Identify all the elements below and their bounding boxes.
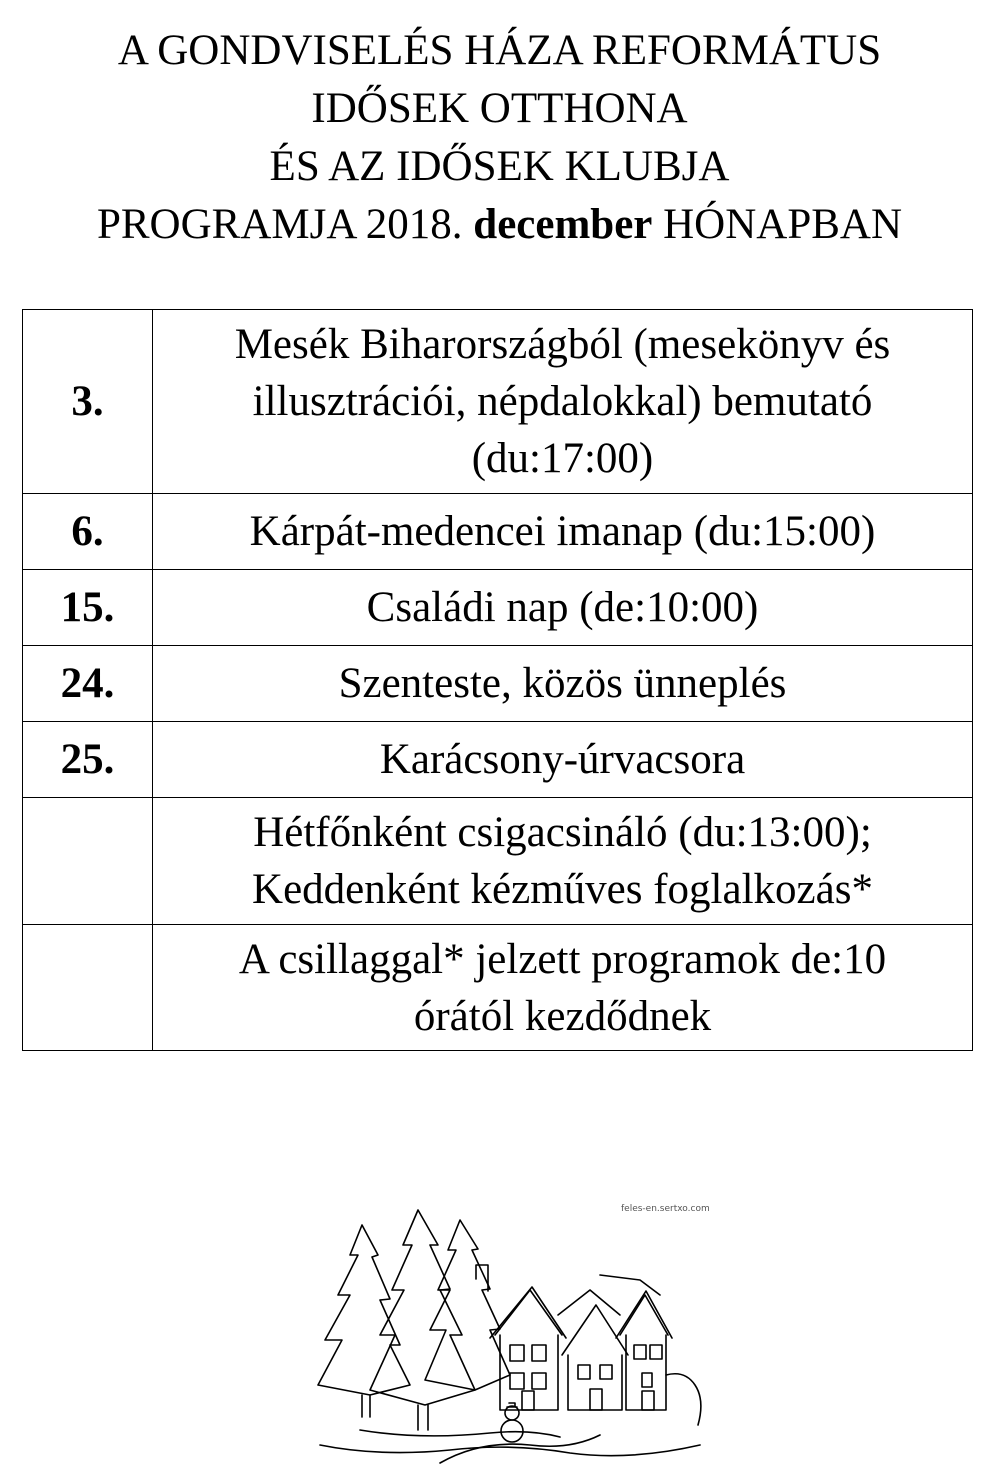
event-line: Karácsony-úrvacsora (379, 736, 746, 783)
event-line: Kárpát-medencei imanap (du:15:00) (249, 508, 876, 555)
event-cell (153, 494, 973, 570)
day-cell: 6. (23, 494, 153, 570)
event-cell (153, 798, 973, 925)
title-line-4-prefix: PROGRAMJA 2018. (96, 201, 474, 248)
event-line: Hétfőnként csigacsináló (du:13:00); (253, 809, 872, 856)
day-cell: 3. (23, 310, 153, 494)
page-title (0, 22, 999, 254)
event-line: Családi nap (de:10:00) (366, 584, 759, 631)
event-line: órától kezdődnek (413, 992, 712, 1040)
title-line-4 (0, 196, 999, 254)
event-cell (153, 570, 973, 646)
table-row (23, 494, 973, 570)
event-line: (du:17:00) (471, 435, 654, 482)
illustration-watermark: feles-en.sertxo.com (621, 1204, 710, 1214)
event-line: A csillaggal* jelzett programok de:10 (238, 935, 887, 983)
event-cell (153, 925, 973, 1051)
table-row (23, 646, 973, 722)
day-cell (23, 798, 153, 925)
event-line: illusztrációi, népdalokkal) bemutató (252, 378, 873, 425)
title-line-1: A GONDVISELÉS HÁZA REFORMÁTUS (117, 27, 882, 74)
program-table (22, 309, 973, 1051)
title-line-2: IDŐSEK OTTHONA (311, 85, 688, 132)
table-row (23, 722, 973, 798)
table-row (23, 310, 973, 494)
event-cell (153, 722, 973, 798)
event-line: Szenteste, közös ünneplés (338, 660, 787, 707)
event-cell (153, 646, 973, 722)
table-row (23, 925, 973, 1051)
table-row (23, 798, 973, 925)
event-line: Mesék Biharországból (mesekönyv és (234, 321, 891, 368)
title-line-3: ÉS AZ IDŐSEK KLUBJA (269, 143, 730, 190)
event-line: Keddenként kézműves foglalkozás* (252, 866, 873, 913)
day-cell: 25. (23, 722, 153, 798)
title-line-4-suffix: HÓNAPBAN (652, 201, 903, 248)
day-cell (23, 925, 153, 1051)
title-month: december (473, 201, 653, 248)
table-row (23, 570, 973, 646)
winter-village-drawing-icon (300, 1195, 720, 1465)
event-cell (153, 310, 973, 494)
day-cell: 15. (23, 570, 153, 646)
day-cell: 24. (23, 646, 153, 722)
